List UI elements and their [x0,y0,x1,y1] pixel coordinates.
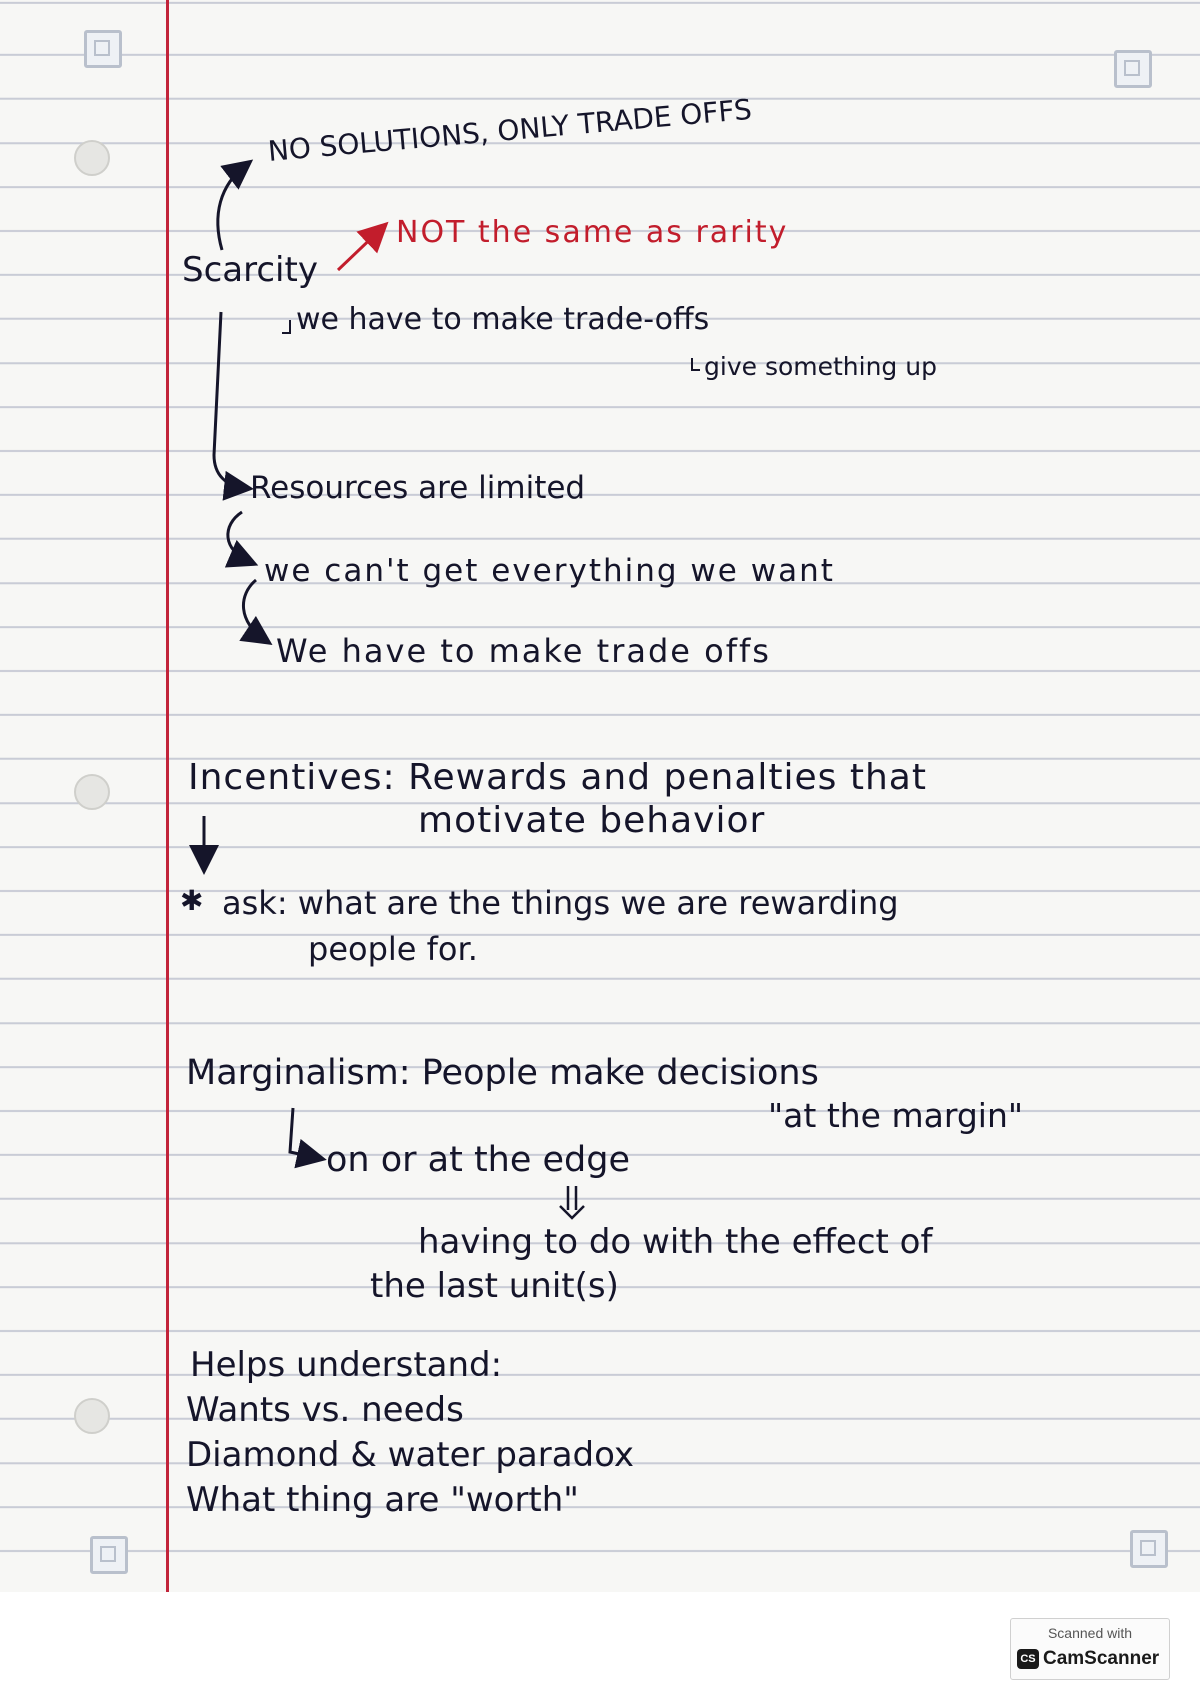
arrow-icon [338,228,382,270]
ask-line: ask: what are the things we are rewarding [222,884,899,922]
effect-line-cont: the last unit(s) [370,1266,619,1306]
top-heading: NO SOLUTIONS, ONLY TRADE OFFS [266,92,754,168]
camscanner-logo-icon: CS [1017,1649,1039,1669]
arrow-icon [290,1108,318,1158]
marginalism-definition: Marginalism: People make decisions [186,1053,819,1093]
arrow-icon [560,1186,584,1218]
edge-line: on or at the edge [326,1140,631,1180]
note-star: ✱ [180,884,204,917]
red-note: NOT the same as rarity [396,215,789,250]
tradeoffs-line: we have to make trade-offs [296,302,710,337]
incentives-definition-cont: motivate behavior [418,800,766,841]
helps-item: Diamond & water paradox [186,1435,635,1475]
arrow-icon [228,512,250,562]
effect-line: having to do with the effect of [418,1222,933,1262]
ask-line-cont: people for. [308,930,478,968]
helps-item: Wants vs. needs [186,1390,464,1430]
resources-line: Resources are limited [250,470,586,506]
trade-offs-line: We have to make trade offs [276,632,771,670]
give-up-line: give something up [704,352,937,381]
badge-caption: Scanned with [1047,1625,1133,1641]
helps-heading: Helps understand: [190,1345,503,1385]
scarcity-term: Scarcity [182,250,318,290]
arrow-icon [214,312,245,488]
arrow-icon [282,320,290,333]
arrow-icon [218,165,246,250]
helps-item: What thing are "worth" [186,1480,579,1520]
arrow-icon [692,358,700,370]
camscanner-badge [1010,1618,1170,1680]
arrow-icon [243,580,265,640]
incentives-definition: Incentives: Rewards and penalties that [188,757,927,798]
badge-brand-name: CamScanner [1043,1648,1160,1669]
cant-get-line: we can't get everything we want [264,553,835,589]
at-margin-quote: "at the margin" [768,1096,1024,1135]
